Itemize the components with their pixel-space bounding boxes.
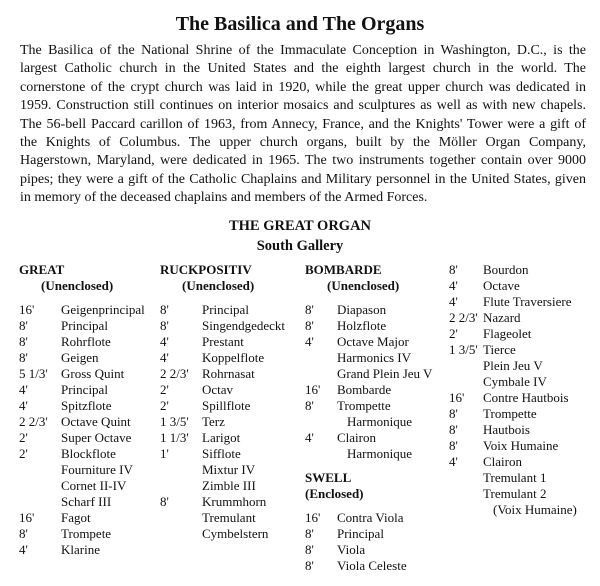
- stop-row: [449, 486, 589, 502]
- stop-row: [449, 326, 589, 342]
- stop-row: [160, 382, 302, 398]
- stop-name: (Voix Humaine): [493, 502, 577, 517]
- stop-name: Bombarde: [337, 382, 392, 397]
- stop-row: [19, 382, 159, 398]
- stop-row: [449, 390, 589, 406]
- stop-name: Prestant: [202, 334, 244, 349]
- stop-name: Mixtur IV: [202, 462, 256, 477]
- stop-pitch: 4': [19, 398, 28, 413]
- stop-pitch: 8': [449, 422, 458, 437]
- stop-row: [305, 526, 445, 542]
- stop-pitch: 1 3/5': [449, 342, 478, 357]
- stop-row: [19, 414, 159, 430]
- stop-row: [305, 510, 445, 526]
- stop-row: [19, 334, 159, 350]
- stop-pitch: 8': [19, 526, 28, 541]
- stop-row: [449, 422, 589, 438]
- stop-row: [160, 334, 302, 350]
- division-enclosure: (Unenclosed): [182, 278, 255, 293]
- stop-name: Singendgedeckt: [202, 318, 286, 333]
- stop-pitch: 5 1/3': [19, 366, 48, 381]
- stop-name: Geigenprincipal: [61, 302, 145, 317]
- stop-name: Principal: [337, 526, 384, 541]
- stop-name: Flute Traversiere: [483, 294, 572, 309]
- stop-row: [449, 438, 589, 454]
- stop-name: Cymbelstern: [202, 526, 269, 541]
- stop-row: [19, 526, 159, 542]
- stop-name: Nazard: [483, 310, 521, 325]
- stop-row: [449, 454, 589, 470]
- stop-row: [19, 318, 159, 334]
- stop-pitch: 1 1/3': [160, 430, 189, 445]
- stop-pitch: 4': [449, 454, 458, 469]
- stop-row: [449, 374, 589, 390]
- stop-pitch: 2 2/3': [19, 414, 48, 429]
- stop-pitch: 8': [449, 406, 458, 421]
- stop-pitch: 8': [160, 494, 169, 509]
- stop-row: [449, 310, 589, 326]
- stop-name: Spitzflote: [61, 398, 112, 413]
- stop-row: [305, 558, 445, 574]
- stop-pitch: 8': [19, 334, 28, 349]
- stop-row: [160, 494, 302, 510]
- stop-row: [19, 302, 159, 318]
- stop-pitch: 2': [160, 382, 169, 397]
- stop-name: Principal: [61, 318, 108, 333]
- division-enclosure: (Enclosed): [305, 486, 364, 501]
- stop-name: Hautbois: [483, 422, 530, 437]
- stop-pitch: 8': [160, 318, 169, 333]
- stop-name: Plein Jeu V: [483, 358, 543, 373]
- stop-pitch: 4': [305, 430, 314, 445]
- stop-name: Super Octave: [61, 430, 132, 445]
- stop-row: [449, 294, 589, 310]
- stop-row: [449, 502, 589, 518]
- division-title: GREAT: [19, 262, 65, 277]
- stop-row: [160, 350, 302, 366]
- stop-pitch: 8': [305, 542, 314, 557]
- great-division: [19, 262, 159, 558]
- stop-name: Clairon: [337, 430, 376, 445]
- stop-pitch: 2': [19, 430, 28, 445]
- stop-pitch: 8': [305, 398, 314, 413]
- stop-name: Cymbale IV: [483, 374, 547, 389]
- stop-pitch: 8': [160, 302, 169, 317]
- stop-row: [19, 478, 159, 494]
- stop-row: [305, 542, 445, 558]
- stop-pitch: 4': [19, 542, 28, 557]
- stop-pitch: 16': [305, 510, 321, 525]
- stop-pitch: 4': [19, 382, 28, 397]
- stop-row: [305, 334, 445, 350]
- stop-list: [449, 262, 589, 518]
- stop-row: [449, 262, 589, 278]
- stop-name: Tremulant: [202, 510, 256, 525]
- stop-pitch: 16': [305, 382, 321, 397]
- stop-name: Rohrnasat: [202, 366, 255, 381]
- stop-name: Harmonique: [347, 446, 412, 461]
- stop-name: Holzflote: [337, 318, 387, 333]
- intro-paragraph: The Basilica of the National Shrine of the Immaculate Conception in Washington, D.C., is the largest Catholic church in the United States and the eighth largest church in the world. The cornerstone of the crypt church was laid in 1920, while the great upper church was dedicated in 1959. Construction still continues on interior mosaics and sculptures as well as with new chapels. The 56-bell Paccard carillon of 1963, from Annecy, France, and the Knights' Tower were a gift of the Knights of Columbus. The upper church organs, built by the Möller Organ Company, Hagerstown, Maryland, were dedicated in 1965. The two instruments together contain over 9000 pipes; they were a gift of the Catholic Chaplains and Military personnel in the United States, given in memory of the deceased chaplains and members of the Armed Forces.: [20, 43, 586, 206]
- stop-list: [19, 302, 159, 558]
- stop-list: [305, 302, 445, 462]
- stop-pitch: 16': [19, 302, 35, 317]
- stop-row: [19, 510, 159, 526]
- division-enclosure: (Unenclosed): [327, 278, 400, 293]
- stop-row: [449, 342, 589, 358]
- stop-name: Bourdon: [483, 262, 529, 277]
- stop-name: Klarine: [61, 542, 100, 557]
- stop-pitch: 16': [19, 510, 35, 525]
- stop-row: [160, 430, 302, 446]
- stop-name: Contre Hautbois: [483, 390, 569, 405]
- stop-name: Geigen: [61, 350, 99, 365]
- stop-name: Octav: [202, 382, 234, 397]
- division-title: BOMBARDE: [305, 262, 382, 277]
- stop-row: [160, 398, 302, 414]
- stop-pitch: 2': [19, 446, 28, 461]
- stop-row: [19, 366, 159, 382]
- stop-pitch: 1': [160, 446, 169, 461]
- stop-name: Octave Major: [337, 334, 409, 349]
- stop-row: [160, 446, 302, 462]
- stop-pitch: 8': [19, 350, 28, 365]
- division-enclosure: (Unenclosed): [41, 278, 114, 293]
- stop-pitch: 4': [305, 334, 314, 349]
- stop-name: Rohrflote: [61, 334, 111, 349]
- stop-pitch: 8': [305, 302, 314, 317]
- stop-name: Blockflote: [61, 446, 116, 461]
- stop-row: [160, 478, 302, 494]
- stop-name: Harmonique: [347, 414, 412, 429]
- stop-row: [19, 446, 159, 462]
- stop-name: Fourniture IV: [61, 462, 133, 477]
- stop-row: [305, 318, 445, 334]
- stop-row: [305, 446, 445, 462]
- stop-pitch: 4': [449, 294, 458, 309]
- organ-heading: THE GREAT ORGAN: [228, 218, 372, 234]
- stop-name: Tierce: [483, 342, 516, 357]
- stop-row: [449, 406, 589, 422]
- division-title: SWELL: [305, 470, 352, 485]
- stop-name: Octave Quint: [61, 414, 131, 429]
- stop-pitch: 2': [449, 326, 458, 341]
- stop-name: Harmonics IV: [337, 350, 412, 365]
- stop-name: Gross Quint: [61, 366, 125, 381]
- swell-continued: [449, 262, 589, 518]
- stop-list: [305, 510, 445, 574]
- bombarde-division: [305, 262, 445, 574]
- stop-row: [160, 302, 302, 318]
- stop-list: [160, 302, 302, 542]
- stop-row: [305, 302, 445, 318]
- stop-row: [19, 462, 159, 478]
- stop-row: [160, 510, 302, 526]
- stop-pitch: 8': [305, 558, 314, 573]
- division-title: RUCKPOSITIV: [160, 262, 252, 277]
- stop-row: [160, 526, 302, 542]
- stop-row: [449, 358, 589, 374]
- stop-name: Contra Viola: [337, 510, 404, 525]
- stop-pitch: 2': [160, 398, 169, 413]
- stop-row: [19, 494, 159, 510]
- stop-name: Viola Celeste: [337, 558, 407, 573]
- stop-row: [305, 350, 445, 366]
- stop-row: [19, 398, 159, 414]
- stop-row: [160, 414, 302, 430]
- organ-subheading: South Gallery: [256, 238, 344, 254]
- stop-name: Trompete: [61, 526, 112, 541]
- stop-pitch: 8': [449, 262, 458, 277]
- stop-pitch: 4': [160, 334, 169, 349]
- stop-row: [305, 430, 445, 446]
- stop-name: Principal: [61, 382, 108, 397]
- stop-name: Trompette: [337, 398, 391, 413]
- stop-name: Trompette: [483, 406, 537, 421]
- stop-pitch: 2 2/3': [160, 366, 189, 381]
- stop-row: [160, 318, 302, 334]
- stop-name: Voix Humaine: [483, 438, 559, 453]
- stop-pitch: 16': [449, 390, 465, 405]
- stop-name: Principal: [202, 302, 249, 317]
- stop-name: Krummhorn: [202, 494, 267, 509]
- stop-name: Grand Plein Jeu V: [337, 366, 433, 381]
- stop-name: Larigot: [202, 430, 241, 445]
- stop-pitch: 2 2/3': [449, 310, 478, 325]
- stop-name: Spillflote: [202, 398, 251, 413]
- stop-row: [305, 414, 445, 430]
- stop-row: [449, 278, 589, 294]
- stop-name: Terz: [202, 414, 225, 429]
- stop-row: [305, 366, 445, 382]
- stop-name: Sifflote: [202, 446, 241, 461]
- stop-row: [160, 366, 302, 382]
- ruckpositiv-division: [160, 262, 302, 542]
- stop-pitch: 8': [305, 526, 314, 541]
- stop-row: [449, 470, 589, 486]
- stop-name: Tremulant 2: [483, 486, 547, 501]
- stop-name: Cornet II-IV: [61, 478, 127, 493]
- stop-name: Viola: [337, 542, 366, 557]
- stop-name: Zimble III: [202, 478, 256, 493]
- stop-pitch: 8': [449, 438, 458, 453]
- stop-name: Tremulant 1: [483, 470, 547, 485]
- stop-pitch: 4': [449, 278, 458, 293]
- stop-row: [19, 542, 159, 558]
- stop-row: [160, 462, 302, 478]
- page-title: The Basilica and The Organs: [175, 13, 425, 35]
- stop-pitch: 1 3/5': [160, 414, 189, 429]
- stop-name: Clairon: [483, 454, 522, 469]
- stop-name: Koppelflote: [202, 350, 265, 365]
- stop-pitch: 4': [160, 350, 169, 365]
- stop-name: Octave: [483, 278, 520, 293]
- stop-row: [305, 398, 445, 414]
- stop-name: Scharf III: [61, 494, 112, 509]
- stop-name: Flageolet: [483, 326, 532, 341]
- stop-pitch: 8': [305, 318, 314, 333]
- stop-name: Diapason: [337, 302, 387, 317]
- stop-row: [19, 430, 159, 446]
- stop-name: Fagot: [61, 510, 91, 525]
- stop-row: [305, 382, 445, 398]
- stop-row: [19, 350, 159, 366]
- swell-division: [305, 470, 445, 574]
- stop-pitch: 8': [19, 318, 28, 333]
